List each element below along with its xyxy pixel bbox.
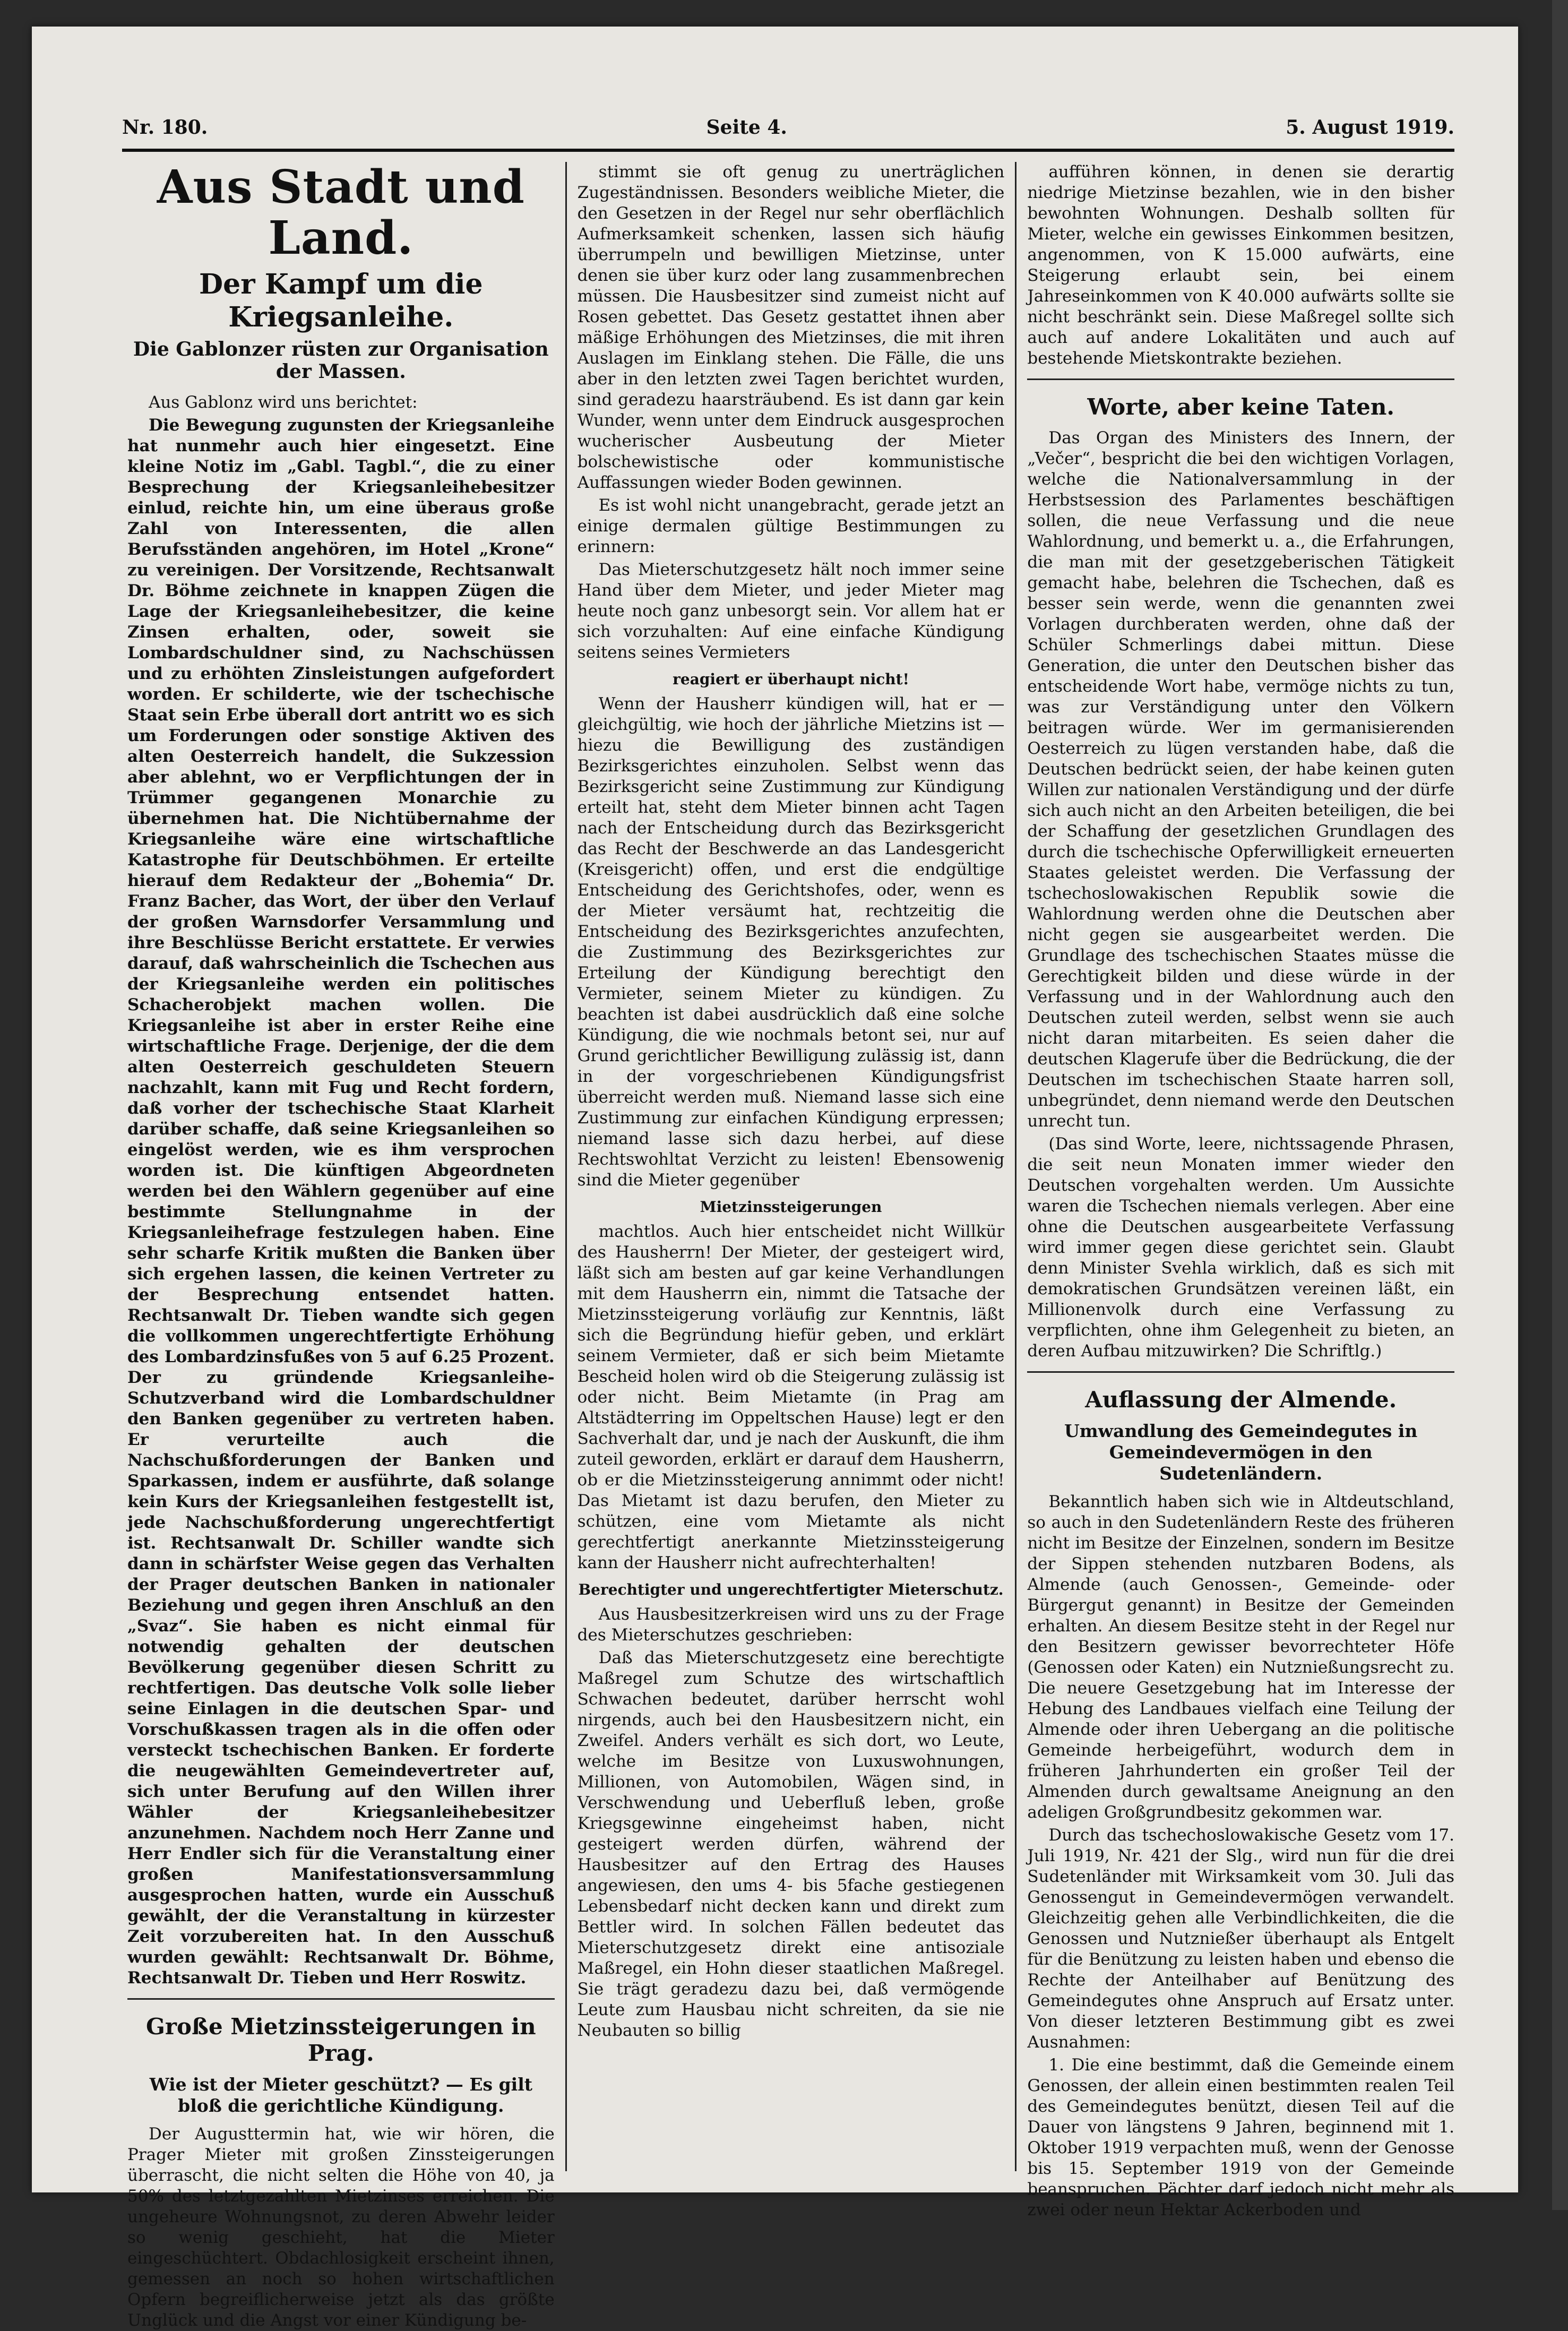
page-number: Seite 4.: [706, 116, 787, 139]
issue-date: 5. August 1919.: [1286, 116, 1454, 139]
paragraph: aufführen können, in denen sie derartig niedrige Mietzinse bezahlen, wie in den bisher bewohnten Wohnungen. Deshalb sollten für Mieter, welche ein gewisses Einkommen besitzen, angenommen, von K 15.000 aufwärts, eine Steigerung erlaubt sein, bei einem Jahreseinkommen von K 40.000 aufwärts sollte sie nicht beschränkt sein. Diese Maßregel sollte sich auch auf andere Lokalitäten und auch auf bestehende Mietskontrakte beziehen.: [1027, 162, 1455, 368]
column-1: [117, 160, 565, 2330]
article-title: Große Mietzinssteigerungen in Prag.: [146, 2014, 536, 2066]
paragraph: Wenn der Hausherr kündigen will, hat er — gleichgültig, wie hoch der jährliche Mietzins ist — hiezu die Bewilligung des zuständigen Bezirksgerichtes einzuholen. Selbst wenn das Bezirksgericht seine Zustimmung zur Kündigung erteilt hat, steht dem Mieter binnen acht Tagen nach der Entscheidung durch das Bezirksgericht das Recht der Beschwerde an das Landesgericht (Kreisgericht) offen, und erst die endgültige Entscheidung des Gerichtshofes, oder, wenn es der Mieter versäumt hat, rechtzeitig die Entscheidung des Bezirksgerichtes anzufechten, die Zustimmung des Bezirksgerichtes zur Erteilung der Kündigung berechtigt den Vermieter, seinem Mieter zu kündigen. Zu beachten ist dabei ausdrücklich daß eine solche Kündigung, die wie nochmals betont sei, nur auf Grund gerichtlicher Bewilligung zulässig ist, dann in der vorgeschriebenen Kündigungsfrist überreicht werden muß. Niemand lasse sich eine Zustimmung zur einfachen Kündigung erpressen; niemand lasse sich dazu herbei, auf diese Rechtswohltat Verzicht zu leisten! Ebensowenig sind die Mieter gegenüber: [577, 694, 1005, 1190]
paragraph: Es ist wohl nicht unangebracht, gerade jetzt an einige dermalen gültige Bestimmungen zu erinnern:: [577, 496, 1005, 556]
divider: [1027, 379, 1454, 380]
paragraph: (Das sind Worte, leere, nichtssagende Phrasen, die seit neun Monaten immer wieder den Deutschen vorgehalten werden. Um Aussichte waren die Tschechen niemals verlegen. Aber eine ohne die Deutschen ausgearbeitete Verfassung wird immer gegen diese gerichtet sein. Glaubt denn Minister Svehla wirklich, daß es sich mit demokratischen Grundsätzen vereinen läßt, ein Millionenvolk durch eine Verfassung zu verpflichten, ohne ihm Gelegenheit zu bieten, an deren Aufbau mitzuwirken? Die Schriftlg.): [1027, 1134, 1455, 1361]
column-3: [1015, 162, 1465, 2220]
scan-border: [1552, 0, 1568, 2210]
article-subtitle: Wie ist der Mieter geschützt? — Es gilt bloß die gerichtliche Kündigung.: [149, 2074, 532, 2116]
paragraph: Die Bewegung zugunsten der Kriegsanleihe hat nunmehr auch hier eingesetzt. Eine kleine Notiz im „Gabl. Tagbl.“, die zu einer Besprechung der Kriegsanleihebesitzer einlud, reichte hin, um eine überaus große Zahl von Interessenten, die allen Berufsständen angehören, im Hotel „Krone“ zu vereinigen. Der Vorsitzende, Rechtsanwalt Dr. Böhme zeichnete in knappen Zügen die Lage der Kriegsanleihebesitzer, die keine Zinsen erhalten, oder, soweit sie Lombardschuldner sind, zu Nachschüssen und zu erhöhten Zinsleistungen aufgefordert worden. Er schilderte, wie der tschechische Staat sein Erbe überall dort antritt wo es sich um Forderungen oder sonstige Aktiven des alten Oesterreich handelt, die Sukzession aber ablehnt, wo er Verpflichtungen der in Trümmer gegangenen Monarchie zu übernehmen hat. Die Nichtübernahme der Kriegsanleihe wäre eine wirtschaftliche Katastrophe für Deutschböhmen. Er erteilte hierauf dem Redakteur der „Bohemia“ Dr. Franz Bacher, das Wort, der über den Verlauf der großen Warnsdorfer Versammlung und ihre Beschlüsse Bericht erstattete. Er verwies darauf, daß wahrscheinlich die Tschechen aus der Kriegsanleihe werden ein politisches Schacherobjekt machen wollen. Die Kriegsanleihe ist aber in erster Reihe eine wirtschaftliche Frage. Derjenige, der die dem alten Oesterreich geschuldeten Steuern nachzahlt, kann mit Fug und Recht fordern, daß vorher der tschechische Staat Klarheit darüber schaffe, daß seine Kriegsanleihen so eingelöst werden, wie es ihm versprochen worden ist. Die künftigen Abgeordneten werden bei den Wählern gegenüber auf eine bestimmte Stellungnahme in der Kriegsanleihefrage festzulegen haben. Eine sehr scharfe Kritik mußten die Banken über sich ergehen lassen, die keinen Vertreter zu der Besprechung entsendet hatten. Rechtsanwalt Dr. Tieben wandte sich gegen die vollkommen ungerechtfertigte Erhöhung des Lombardzinsfußes von 5 auf 6.25 Prozent. Der zu gründende Kriegsanleihe-Schutzverband wird die Lombardschuldner den Banken gegenüber zu vertreten haben. Er verurteilte auch die Nachschußforderungen der Banken und Sparkassen, indem er ausführte, daß solange kein Kurs der Kriegsanleihen festgestellt ist, jede Nachschußforderung ungerechtfertigt ist. Rechtsanwalt Dr. Schiller wandte sich dann in schärfster Weise gegen das Verhalten der Prager deutschen Banken in nationaler Beziehung und gegen ihren Anschluß an den „Svaz“. Sie haben es nicht einmal für notwendig gehalten der deutschen Bevölkerung gegenüber diesen Schritt zu rechtfertigen. Das deutsche Volk solle lieber seine Einlagen in die deutschen Spar- und Vorschußkassen tragen als in die offen oder versteckt tschechischen Banken. Er forderte die neugewählten Gemeindevertreter auf, sich unter Berufung auf den Willen ihrer Wähler der Kriegsanleihebesitzer anzunehmen. Nachdem noch Herr Zanne und Herr Endler sich für die Veranstaltung einer großen Manifestationsversammlung ausgesprochen hatten, wurde ein Ausschuß gewählt, der die Veranstaltung in kürzester Zeit vorzubereiten hat. In den Ausschuß wurden gewählt: Rechtsanwalt Dr. Böhme, Rechtsanwalt Dr. Tieben und Herr Roswitz.: [127, 416, 555, 1988]
paragraph: Der Augusttermin hat, wie wir hören, die Prager Mieter mit großen Zinssteigerungen überrascht, die nicht selten die Höhe von 40, ja 50% des letztgezahlten Mietzinses erreichen. Die ungeheure Wohnungsnot, zu deren Abwehr leider so wenig geschieht, hat die Mieter eingeschüchtert. Obdachlosigkeit erscheint ihnen, gemessen an noch so hohen wirtschaftlichen Opfern begreiflicherweise jetzt als das größte Unglück und die Angst vor einer Kündigung be-: [127, 2124, 555, 2330]
column-2: [565, 162, 1015, 2171]
subheading: Mietzinssteigerungen: [700, 1198, 882, 1216]
article-title: Der Kampf um die Kriegsanleihe.: [199, 268, 483, 333]
page-header: [122, 106, 1454, 152]
article-subtitle: Die Gablonzer rüsten zur Organisation der Massen.: [133, 338, 549, 383]
columns: [117, 160, 1465, 2330]
paragraph: Das Organ des Ministers des Innern, der „Večer“, bespricht die bei den wichtigen Vorlagen, welche die Nationalversammlung in der Herbstsession des Parlamentes beschäftigen sollen, die neue Verfassung und die neue Wahlordnung, und bemerkt u. a., die Erfahrungen, die man mit der gesetzgeberischen Tätigkeit gemacht habe, belehren die Tschechen, daß es besser sein werde, wenn die genannten zwei Vorlagen durchberaten werden, ohne daß der Schüler Schmerlings dabei mittun. Diese Generation, die unter den Deutschen bisher das entscheidende Wort habe, vermöge nichts zu tun, was zur Verständigung unter den Völkern beitragen würde. Wer im germanisierenden Oesterreich zu lügen verstanden habe, daß die Deutschen bedrückt seien, der habe keinen guten Willen zur nationalen Verständigung und der dürfe sich auch nicht an den Arbeiten beteiligen, die bei der Schaffung der gesetzlichen Grundlagen des durch die tschechische Opferwilligkeit erneuerten Staates geleistet werden. Die Verfassung der tschechoslowakischen Republik sowie die Wahlordnung werden ohne die Deutschen aber nicht gegen sie ausgearbeitet werden. Die Grundlage des tschechischen Staates müsse die Gerechtigkeit bilden und diese würde in der Verfassung und in der Wahlordnung auch den Deutschen zuteil werden, selbst wenn sie auch nicht daran mitarbeiten. Es seien daher die deutschen Klagerufe über die Bedrückung, die der Deutschen im tschechischen Staate harren soll, unbegründet, denn niemand werde den Deutschen unrecht tun.: [1027, 428, 1455, 1131]
article-title: Auflassung der Almende.: [1085, 1387, 1397, 1413]
section-title: Aus Stadt und Land.: [157, 160, 525, 265]
paragraph: Durch das tschechoslowakische Gesetz vom 17. Juli 1919, Nr. 421 der Slg., wird nun für die drei Sudetenländer mit Wirksamkeit vom 30. Juli das Genossengut in Gemeindevermögen verwandelt. Gleichzeitig gehen alle Verbindlichkeiten, die die Genossen und Nutznießer überhaupt als Entgelt für die Benützung zu leisten haben und ebenso die Rechte der Anteilhaber auf Benützung des Gemeindegutes ohne Anspruch auf Ersatz unter. Von dieser letzteren Bestimmung gibt es zwei Ausnahmen:: [1027, 1826, 1455, 2052]
article-title: Worte, aber keine Taten.: [1087, 394, 1395, 420]
divider: [127, 1998, 555, 2000]
article-subtitle: Umwandlung des Gemeindegutes in Gemeindevermögen in den Sudetenländern.: [1064, 1421, 1418, 1484]
divider: [1027, 1371, 1454, 1373]
paragraph: stimmt sie oft genug zu unerträglichen Zugeständnissen. Besonders weibliche Mieter, die den Gesetzen in der Regel nur sehr oberflächlich Aufmerksamkeit schenken, lassen sich häufig überrumpeln und bewilligen Mietzinse, unter denen sie über kurz oder lang zusammenbrechen müssen. Die Hausbesitzer sind zumeist nicht auf Rosen gebettet. Das Gesetz gestattet ihnen aber mäßige Erhöhungen des Mietzinses, die mit ihren Auslagen im Einklang stehen. Die Fälle, die uns aber in den letzten zwei Tagen berichtet wurden, sind geradezu haarsträubend. Es ist dann gar kein Wunder, wenn unter dem Eindruck ausgesprochen wucherischer Ausbeutung der Mieter bolschewistische oder kommunistische Auffassungen wieder Boden gewinnen.: [577, 162, 1005, 492]
paragraph: Aus Gablonz wird uns berichtet:: [149, 393, 418, 412]
issue-number: Nr. 180.: [122, 116, 208, 139]
paragraph: Das Mieterschutzgesetz hält noch immer seine Hand über dem Mieter, und jeder Mieter mag heute noch ganz unbesorgt sein. Vor allem hat er sich vorzuhalten: Auf eine einfache Kündigung seitens seines Vermieters: [577, 560, 1005, 662]
newspaper-page: [32, 27, 1518, 2330]
paragraph: machtlos. Auch hier entscheidet nicht Willkür des Hausherrn! Der Mieter, der gesteigert wird, läßt sich am besten auf gar keine Verhandlungen mit dem Hausherrn ein, nimmt die Tatsache der Mietzinssteigerung vorläufig zur Kenntnis, läßt sich die Begründung hiefür geben, und erklärt seinem Vermieter, daß er sich beim Mietamte Bescheid holen wird ob die Steigerung zulässig ist oder nicht. Beim Mietamte (in Prag am Altstädterring im Oppeltschen Hause) legt er den Sachverhalt dar, und je nach der Auskunft, die ihm zuteil geworden, erklärt er darauf dem Hausherrn, ob er die Mietzinssteigerung annimmt oder nicht! Das Mietamt ist dazu berufen, den Mieter zu schützen, eine vom Mietamte als nicht gerechtfertigt anerkannte Mietzinssteigerung kann der Hausherr nicht aufrechterhalten!: [577, 1222, 1005, 1572]
emphasis-line: reagiert er überhaupt nicht!: [673, 670, 909, 688]
paragraph: 1. Die eine bestimmt, daß die Gemeinde einem Genossen, der allein einen bestimmten realen Teil des Gemeindegutes benützt, diesen Teil auf die Dauer von längstens 9 Jahren, beginnend mit 1. Oktober 1919 verpachten muß, wenn der Genosse bis 15. September 1919 von der Gemeinde beanspruchen. Pächter darf jedoch nicht mehr als zwei oder neun Hektar Ackerboden und: [1027, 2055, 1455, 2220]
subheading: Berechtigter und ungerechtfertigter Mieterschutz.: [578, 1581, 1004, 1598]
paragraph: Bekanntlich haben sich wie in Altdeutschland, so auch in den Sudetenländern Reste des früheren nicht im Besitze der Einzelnen, sondern im Besitze der Sippen stehenden nutzbaren Bodens, als Almende (auch Genossen-, Gemeinde- oder Bürgergut genannt) in Besitze der Gemeinden erhalten. An diesem Besitze steht in der Regel nur den Besitzern gewisser bevorrechteter Höfe (Genossen oder Katen) ein Nutznießungsrecht zu. Die neuere Gesetzgebung hat im Interesse der Hebung des Landbaues vielfach eine Teilung der Almende oder ihren Uebergang an die politische Gemeinde herbeigeführt, wodurch dem in früheren Jahrhunderten ein großer Teil der Almenden durch gewaltsame Aneignung an den adeligen Großgrundbesitz gekommen war.: [1027, 1492, 1455, 1822]
paragraph: Aus Hausbesitzerkreisen wird uns zu der Frage des Mieterschutzes geschrieben:: [577, 1605, 1005, 1645]
paragraph: Daß das Mieterschutzgesetz eine berechtigte Maßregel zum Schutze des wirtschaftlich Schwachen bedeutet, darüber herrscht wohl nirgends, auch bei den Hausbesitzern nicht, ein Zweifel. Anders verhält es sich dort, wo Leute, welche im Besitze von Luxuswohnungen, Millionen, von Automobilen, Wägen sind, in Verschwendung und Ueberfluß leben, große Kriegsgewinne eingeheimst haben, nicht gesteigert werden dürfen, während der Hausbesitzer auf den Ertrag des Hauses angewiesen, den ums 4- bis 5fache gestiegenen Lebensbedarf nicht decken kann und direkt zum Bettler wird. In solchen Fällen bedeutet das Mieterschutzgesetz direkt eine antisoziale Maßregel, ein Hohn dieser staatlichen Maßregel. Sie trägt geradezu dazu bei, daß vermögende Leute zum Hausbau nicht schreiten, da sie nie Neubauten so billig: [577, 1648, 1005, 2040]
